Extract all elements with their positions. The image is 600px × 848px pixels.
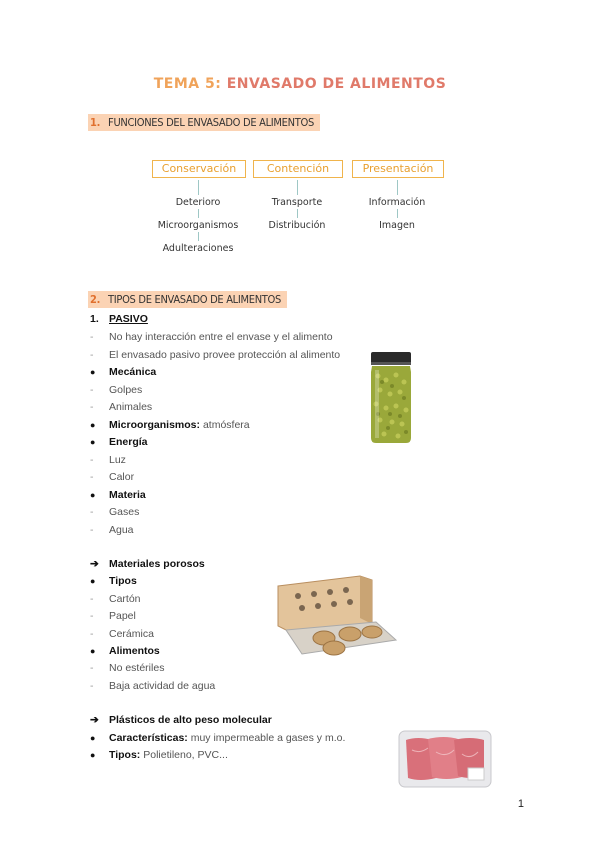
list-item: ● Mecánica — [90, 366, 157, 378]
item-informacion: Información — [368, 197, 426, 208]
page-number: 1 — [517, 798, 524, 810]
list-item: - Animales — [90, 401, 153, 413]
title-part1: TEMA 5: — [153, 76, 222, 92]
box-contencion: Contención — [253, 160, 343, 178]
item-deterioro: Deterioro — [175, 197, 221, 208]
item-microorganismos: Microorganismos — [157, 220, 239, 231]
list-item: - Baja actividad de agua — [90, 680, 216, 692]
section2-heading — [88, 290, 287, 308]
plasticos-heading: ➔ Plásticos de alto peso molecular — [90, 714, 272, 726]
section2-number: 2. — [90, 293, 101, 306]
list-item: - El envasado pasivo provee protección al alimento — [90, 348, 341, 361]
section2-heading-text: TIPOS DE ENVASADO DE ALIMENTOS — [108, 293, 282, 306]
list-item: - Cartón — [90, 592, 141, 605]
pasivo-number: 1. — [90, 313, 99, 325]
box-presentacion: Presentación — [352, 160, 444, 178]
list-item: - No estériles — [90, 662, 165, 674]
list-item: - No hay interacción entre el envase y el alimento — [90, 331, 333, 343]
jar-image — [368, 352, 414, 444]
item-transporte: Transporte — [271, 197, 323, 208]
list-item: - Gases — [90, 506, 140, 518]
functions-diagram — [0, 0, 600, 300]
list-item: - Golpes — [90, 383, 143, 396]
list-item: - Luz — [90, 453, 126, 466]
list-item: ● Microorganismos: atmósfera — [90, 418, 250, 431]
cookie-box-image — [272, 574, 400, 664]
item-distribucion: Distribución — [268, 220, 326, 231]
meat-tray-image — [398, 730, 492, 788]
connector — [198, 180, 199, 195]
item-imagen: Imagen — [379, 220, 415, 231]
section1-number: 1. — [90, 116, 101, 129]
list-item: - Cerámica — [90, 627, 154, 640]
connector — [198, 232, 199, 241]
title-part2: ENVASADO DE ALIMENTOS — [226, 76, 447, 92]
list-item: ● Características: muy impermeable a gases y m.o. — [90, 731, 346, 744]
section1-heading-text: FUNCIONES DEL ENVASADO DE ALIMENTOS — [108, 116, 314, 129]
list-item: - Calor — [90, 471, 135, 483]
connector — [397, 209, 398, 218]
list-item: ● Materia — [90, 488, 146, 501]
connector — [297, 180, 298, 195]
connector — [397, 180, 398, 195]
list-item: - Agua — [90, 523, 134, 536]
list-item: ● Alimentos — [90, 645, 160, 657]
connector — [198, 209, 199, 218]
list-item: - Papel — [90, 610, 136, 622]
item-adulteraciones: Adulteraciones — [162, 243, 234, 254]
list-item: ● Tipos — [90, 575, 137, 587]
pasivo-heading — [90, 311, 148, 329]
pasivo-label: PASIVO — [109, 313, 148, 325]
list-item: ● Energía — [90, 436, 148, 448]
connector — [297, 209, 298, 218]
list-item: ● Tipos: Polietileno, PVC... — [90, 749, 228, 761]
box-conservacion: Conservación — [152, 160, 246, 178]
porosos-heading: ➔ Materiales porosos — [90, 558, 205, 570]
